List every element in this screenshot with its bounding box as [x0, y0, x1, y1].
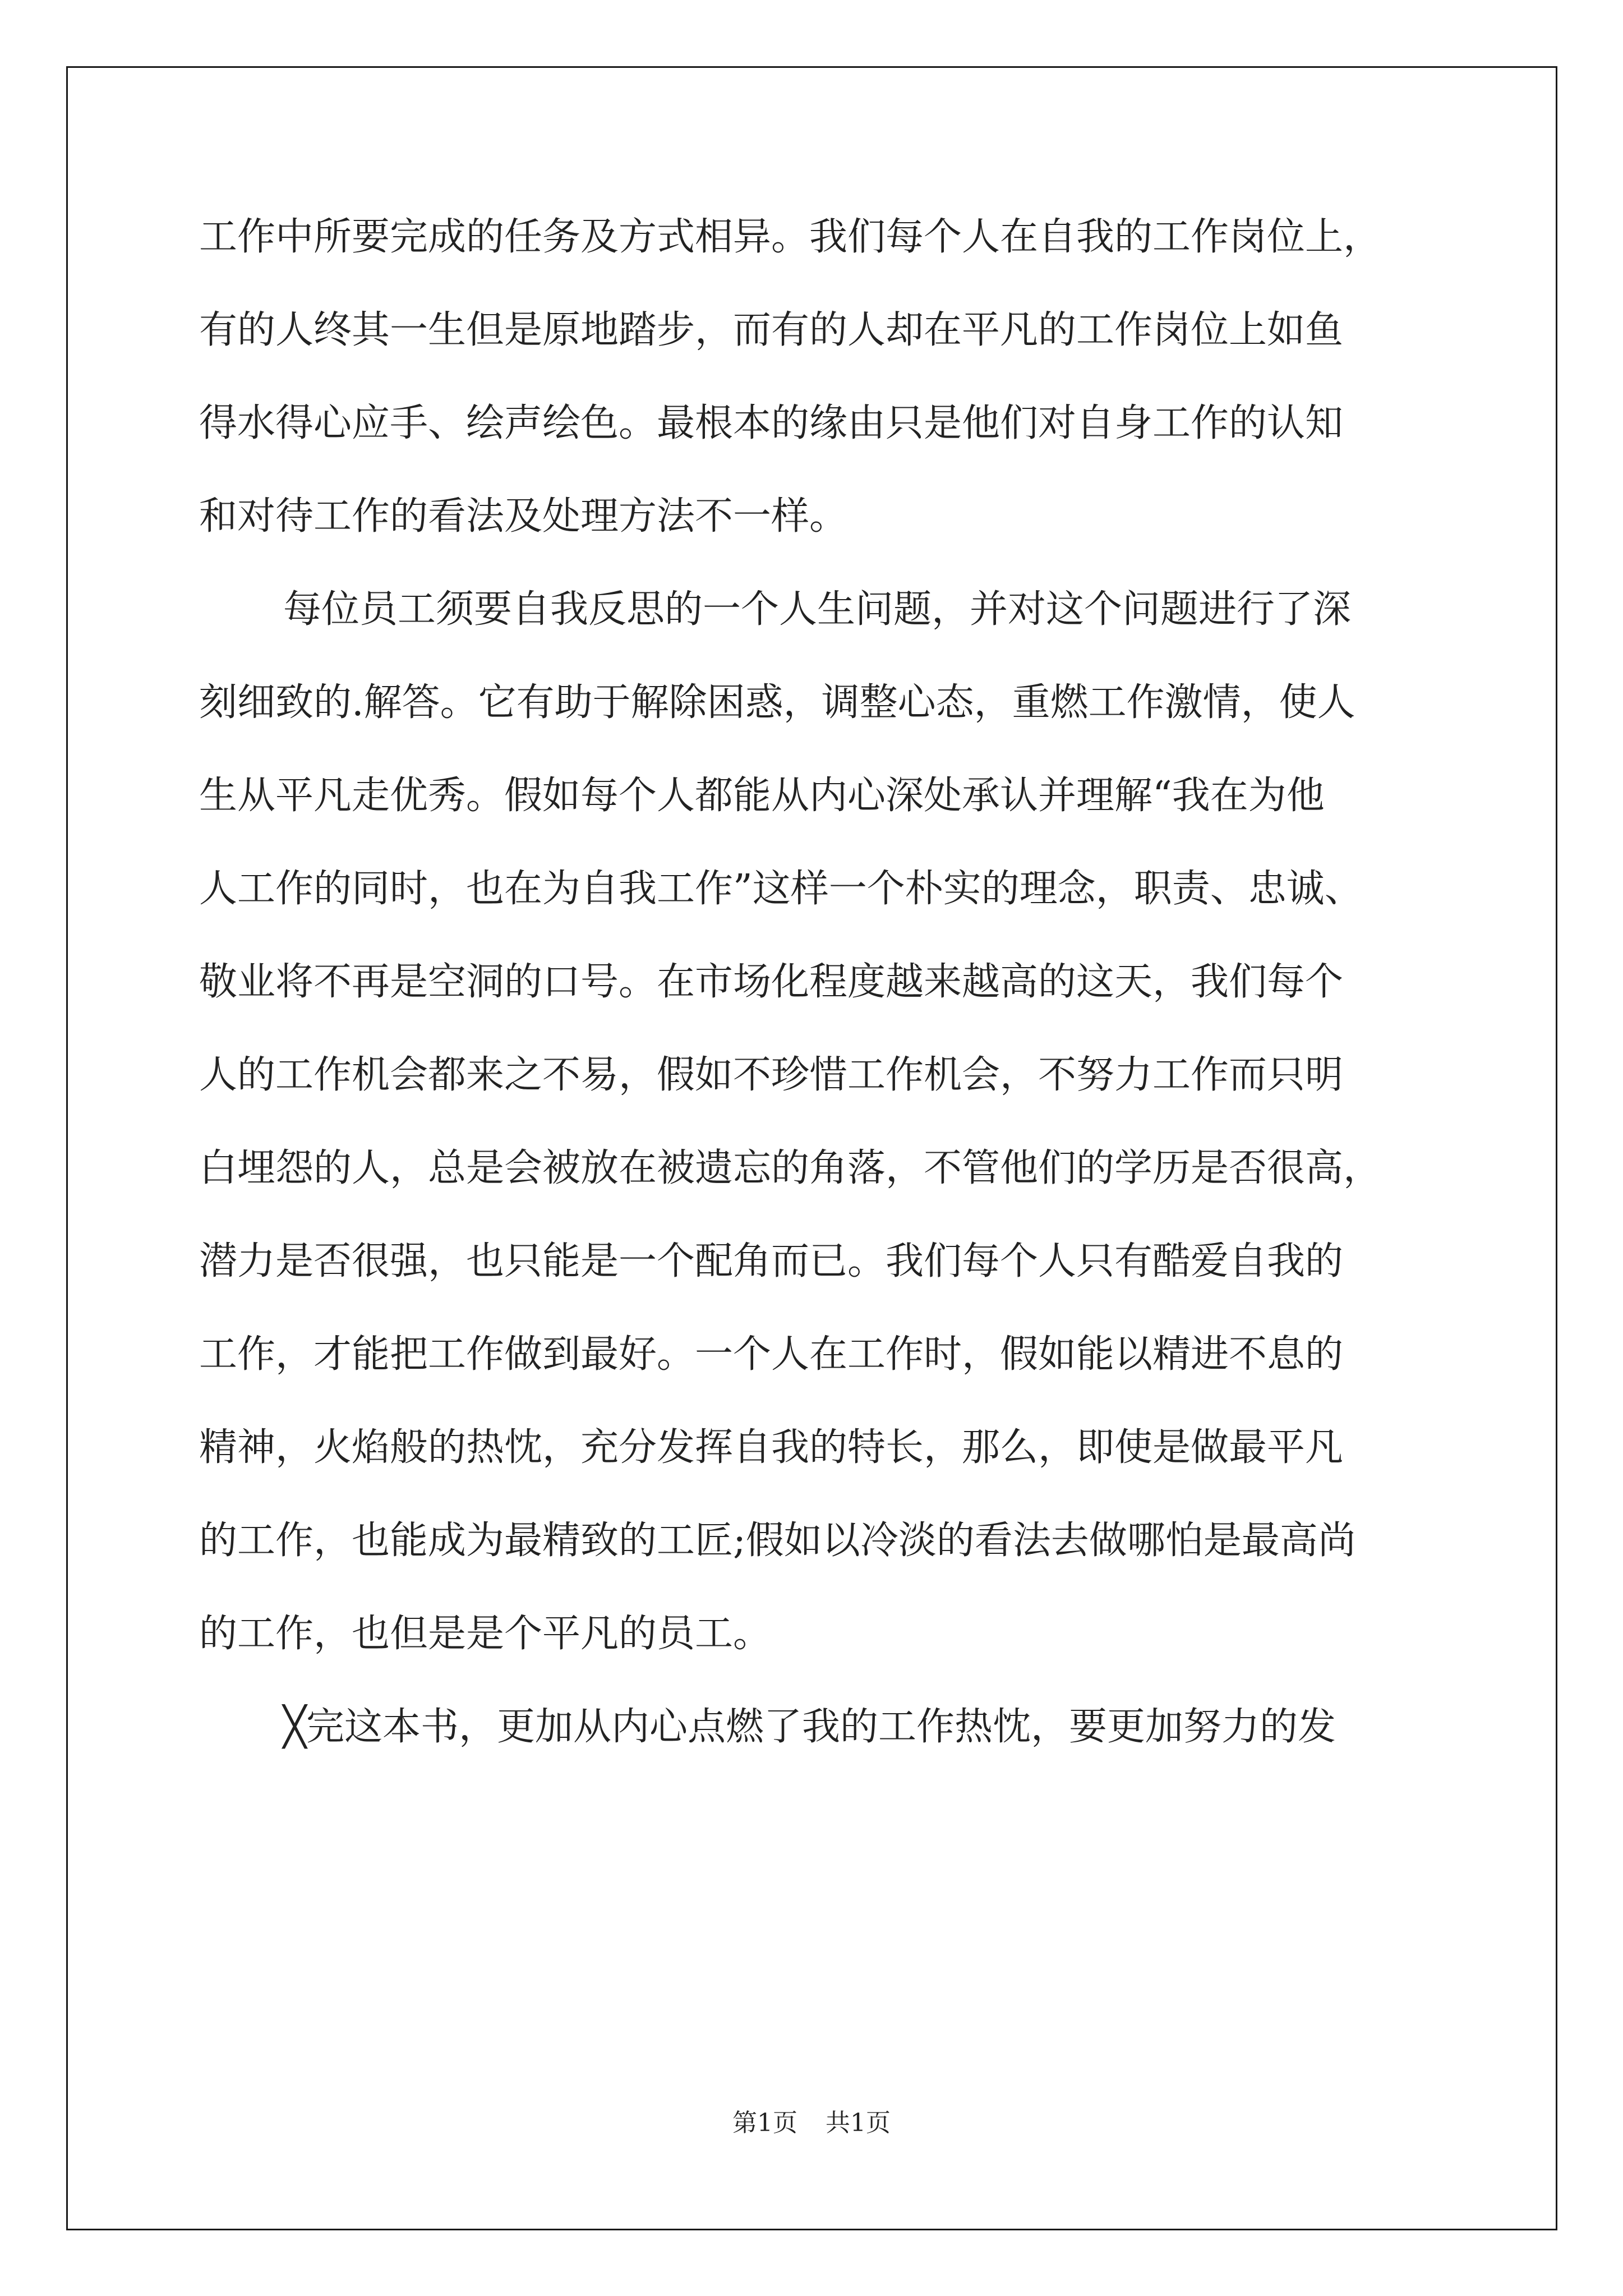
page-number: 第1页: [732, 2109, 797, 2137]
text-line: 得水得心应手、绘声绘色。最根本的缘由只是他们对自身工作的认知: [199, 401, 1344, 445]
document-body: [199, 191, 1438, 1774]
text-line: 工作，才能把工作做到最好。一个人在工作时，假如能以精进不息的: [199, 1332, 1344, 1377]
text-line: 人工作的同时，也在为自我工作”这样一个朴实的理念，职责、忠诚、: [199, 867, 1363, 911]
text-line: 的工作，也能成为最精致的工匠;假如以冷淡的看法去做哪怕是最高尚: [199, 1519, 1356, 1563]
text-line: 生从平凡走优秀。假如每个人都能从内心深处承认并理解“我在为他: [199, 774, 1325, 818]
text-line: 敬业将不再是空洞的口号。在市场化程度越来越高的这天，我们每个: [199, 960, 1344, 1004]
text-line: 每位员工须要自我反思的一个人生问题，并对这个问题进行了深: [283, 587, 1352, 632]
text-line: 刻细致的.解答。它有助于解除困惑，调整心态，重燃工作激情，使人: [199, 680, 1355, 725]
text-line: 人的工作机会都来之不易，假如不珍惜工作机会，不努力工作而只明: [199, 1053, 1344, 1097]
page-total: 共1页: [826, 2109, 891, 2137]
text-line: ╳完这本书，更加从内心点燃了我的工作热忱，要更加努力的发: [283, 1705, 1336, 1749]
page-footer: [0, 2102, 1623, 2138]
text-line: 精神，火焰般的热忱，充分发挥自我的特长，那么，即使是做最平凡: [199, 1425, 1344, 1470]
text-line: 潜力是否很强，也只能是一个配角而已。我们每个人只有酷爱自我的: [199, 1239, 1344, 1283]
text-line: 和对待工作的看法及处理方法不一样。: [199, 494, 848, 539]
text-line: 的工作，也但是是个平凡的员工。: [199, 1612, 772, 1656]
text-line: 有的人终其一生但是原地踏步，而有的人却在平凡的工作岗位上如鱼: [199, 308, 1344, 352]
text-line: 工作中所要完成的任务及方式相异。我们每个人在自我的工作岗位上，: [199, 215, 1382, 259]
text-line: 白埋怨的人，总是会被放在被遗忘的角落，不管他们的学历是否很高，: [199, 1146, 1382, 1190]
